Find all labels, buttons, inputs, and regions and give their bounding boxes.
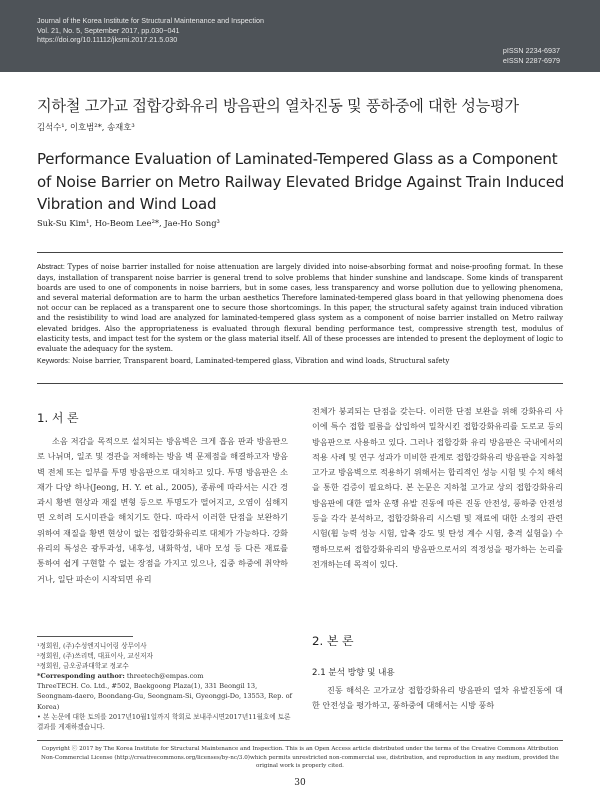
footnote-3: ³정회원, 금오공과대학교 정교수 (37, 662, 129, 671)
corresponding-email[interactable]: threetech@empas.com (124, 672, 204, 681)
abstract-label: Abstract: (37, 264, 65, 271)
section2-body (312, 683, 563, 714)
footnote-2: ²정회원, (주)쓰리텍, 대표이사, 교신저자 (37, 652, 153, 661)
author-address: ThreeTECH. Co. Ltd., #502, Baekgoong Plaza(1), 331 Beongil 13, Seongnam-daero, Boondang-Gu, Seongnam-Si, Gyeonggi-Do, 13553, Rep. of Korea) (37, 682, 292, 711)
left-column (37, 434, 288, 587)
abstract-divider (37, 383, 563, 384)
abstract-block (37, 252, 563, 367)
subsection-heading: 2.1 분석 방향 및 내용 (312, 668, 395, 678)
eissn: eISSN 2287-6979 (502, 55, 560, 65)
discussion-note: • 본 논문에 대한 토의를 2017년10월1일까지 학회로 보내주시면2017년11월호에 토론결과를 게재하겠습니다. (37, 712, 291, 731)
right-column (312, 404, 563, 572)
footnote-1: ¹정회원, (주)수성엔지니어링 상무이사 (37, 642, 147, 650)
pissn: pISSN 2234-6937 (502, 46, 560, 55)
footnote-divider (37, 636, 133, 637)
korean-title: 지하철 고가교 접합강화유리 방음판의 열차진동 및 풍하중에 대한 성능평가 (37, 97, 519, 115)
section2-heading: 2. 본 론 (312, 634, 354, 648)
section2-paragraph1: 진동 해석은 고가교상 접합강화유리 방음판의 열차 유발진동에 대한 안전성을 평가하고, 풍하중에 대해서는 시방 풍하 (312, 685, 563, 711)
keywords-body: Noise barrier, Transparent board, Laminated-tempered glass, Vibration and wind loads, Structural safety (69, 355, 450, 365)
doi-link[interactable]: https://doi.org/10.11112/jksmi.2017.21.5.030 (37, 35, 178, 44)
journal-info (37, 16, 264, 45)
page-number: 30 (294, 778, 306, 788)
corresponding-label: *Corresponding author: (37, 672, 125, 681)
footnotes (37, 641, 292, 732)
issn-info (503, 46, 560, 65)
section1-paragraph1: 소음 저감을 목적으로 설치되는 방음벽은 크게 흡음 판과 방음판으로 나뉘며, 일조 및 경관을 저해하는 방음 벽 문제점을 해결하고자 방음벽 전체 또는 일부를 투명 방음판으로 대치하고 있다. 투명 방음판은 소재가 다양 하나(Jeong, H. Y. et al., 2005), 종류에 따라서는 시간 경과시 황변 현상과 재질 변형 등으로 투명도가 떨어지고, 오염이 심해지면 오히려 도시미관을 해치기도 한다. 따라서 이러한 단점을 보완하기 위하여 재질을 황변 현상이 없는 접합강화유리로 대체가 가능하다. 강화유리의 특성은 광투과성, 내후성, 내화학성, 내마 모성 등 다른 재료를 통하여 쉽게 구현할 수 없는 장점을 가지고 있으나, 집중 하중에 취약하거나, 일단 파손이 시작되면 유리 (37, 436, 288, 584)
journal-name: Journal of the Korea Institute for Structural Maintenance and Inspection (37, 16, 264, 25)
section1-paragraph2: 전체가 붕괴되는 단점을 갖는다. 이러한 단점 보완을 위해 강화유리 사이에 특수 접합 필름을 삽입하여 밀착시킨 접합강화유리를 도로교 등의 방음판으로 사용하고 있다. 그러나 접합강화 유리 방음판은 국내에서의 적용 사례 및 연구 성과가 미비한 관계로 접합강화유리 방음판을 지하철 고가교 방음벽으로 적용하기 위해서는 합리적인 성능 시험 및 수치 해석을 통한 검증이 필요하다. 본 논문은 지하철 고가교 상의 접합강화유리 방음판에 대한 열차 운행 유발 진동에 따른 진동 안전성, 풍하중 안전성 등을 각각 분석하고, 접합강화유리 시스템 및 재료에 대한 소정의 관련 시험(휨 능력 성능 시험, 압축 강도 및 탄성 계수 시험, 충격 실험을) 수행하므로써 접합강화유리의 방음판으로서의 적정성을 평가하는 논리를 전개하는데 목적이 있다. (312, 406, 563, 569)
korean-authors: 김석수¹, 이호범²*, 송재호³ (37, 122, 135, 132)
journal-header (0, 0, 600, 72)
section1-heading: 1. 서 론 (37, 411, 79, 425)
copyright-notice: Copyright ⓒ 2017 by The Korea Institute for Structural Maintenance and Inspection. This is an Open Access article distributed under the terms of the Creative Commons Attribution Non-Commercial License (http://creativecommons.org/licenses/by-nc/3.0)which permits unrestricted non-commercial use, distribution, and reproduction in any medium, provided the original work is properly cited. (37, 740, 563, 771)
english-title: Performance Evaluation of Laminated-Tempered Glass as a Component of Noise Barrier on Metro Railway Elevated Bridge Against Train Induced Vibration and Wind Load (37, 150, 565, 213)
volume-info: Vol. 21, No. 5, September 2017, pp.030~041 (37, 25, 180, 35)
abstract-text (37, 262, 563, 354)
abstract-body: Types of noise barrier installed for noise attenuation are largely divided into noise-absorbing format and noise-proofing format. In these days, installation of transparent noise barrier is general trend to solve problems that hinder sunshine and landscape. Some kinds of transparent boards are used to one of components in noise barriers, but in some cases, less transparency and worse pollution due to yellowing phenomena, and several material deformation are to harm the urban aesthetics Therefore laminated-tempered glass board in that yellowing phenomena does not occur can be replaced as a transparent one to secure those shortcomings. In this paper, the structural safety against train induced vibration and the resistibility to wind load are analyzed for laminated-tempered glass system as a component of noise barrier installed on Metro railway elevated bridges. Also the appropriateness is evaluated through flexural bending performance test, compressive strength test, modulus of elasticity tests, and impact test for the system or the glass material itself. All of these processes are intended to present the deployment of logic to evaluate the adequacy for the system. (37, 262, 563, 353)
keywords (37, 356, 563, 367)
english-authors: Suk-Su Kim¹, Ho-Beom Lee²*, Jae-Ho Song³ (37, 218, 220, 228)
keywords-label: Keywords: (37, 357, 70, 365)
corresponding-author (37, 671, 292, 681)
